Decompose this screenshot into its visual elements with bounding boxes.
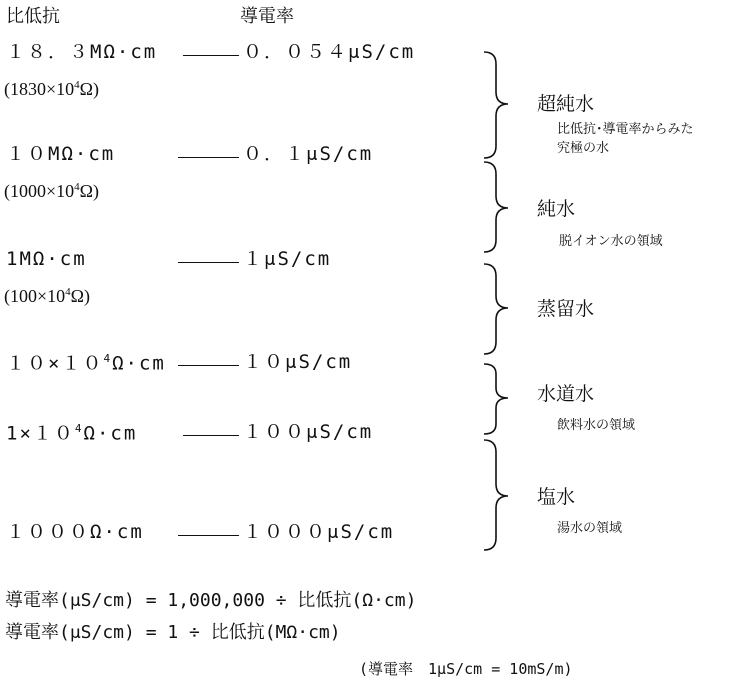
- connector-line: [178, 157, 239, 158]
- category-note: 比低抗･導電率からみた 究極の水: [557, 122, 694, 156]
- conductivity-value: ０．０５４μS/cm: [243, 41, 416, 63]
- connector-line: [178, 535, 239, 536]
- resistivity-value: １８．３MΩ·cm: [6, 41, 158, 63]
- brace-tap: [484, 364, 508, 434]
- category-note: 飲料水の領域: [557, 418, 636, 433]
- category-note: 湯水の領域: [557, 521, 623, 536]
- resistivity-value: 1MΩ·cm: [6, 248, 87, 270]
- category-label: 蒸留水: [537, 298, 595, 320]
- brace-ultrapure: [484, 52, 508, 158]
- conductivity-value: １０μS/cm: [243, 351, 353, 373]
- connector-line: [183, 435, 239, 436]
- category-label: 超純水: [537, 93, 595, 115]
- resistivity-value: $1\times 10^4\Omega\cdot cm$: [6, 422, 138, 445]
- resistivity-value: １０MΩ·cm: [6, 143, 116, 165]
- resistivity-value: $10\times 10^4\Omega\cdot cm$: [6, 352, 166, 375]
- brace-salt: [484, 440, 508, 550]
- conductivity-header: 導電率: [240, 6, 294, 27]
- resistivity-sub: $(100\times 10^4\Omega)$: [4, 286, 91, 306]
- unit-footnote: (導電率 1μS/cm = 10mS/m): [359, 660, 573, 678]
- resistivity-sub: $(1830\times 10^4\Omega)$: [4, 79, 100, 99]
- category-label: 水道水: [537, 383, 595, 405]
- conductivity-value: ０．１μS/cm: [243, 143, 374, 165]
- conductivity-value: １００μS/cm: [243, 421, 374, 443]
- connector-line: [178, 365, 239, 366]
- formula-line: 導電率(μS/cm) = 1 ÷ 比低抗(MΩ·cm): [5, 622, 341, 643]
- connector-line: [183, 55, 239, 56]
- brace-pure: [484, 162, 508, 252]
- conductivity-value: １μS/cm: [243, 248, 332, 270]
- resistivity-header: 比低抗: [6, 6, 60, 27]
- brace-distilled: [484, 264, 508, 354]
- resistivity-value: １０００Ω·cm: [6, 521, 144, 543]
- conductivity-value: １０００μS/cm: [243, 521, 395, 543]
- category-label: 塩水: [537, 486, 576, 508]
- connector-line: [178, 262, 239, 263]
- resistivity-sub: $(1000\times 10^4\Omega)$: [4, 181, 100, 201]
- formula-line: 導電率(μS/cm) = 1,000,000 ÷ 比低抗(Ω·cm): [5, 590, 417, 611]
- category-note: 脱イオン水の領域: [559, 234, 663, 249]
- category-label: 純水: [537, 198, 576, 220]
- category-braces: [470, 0, 530, 691]
